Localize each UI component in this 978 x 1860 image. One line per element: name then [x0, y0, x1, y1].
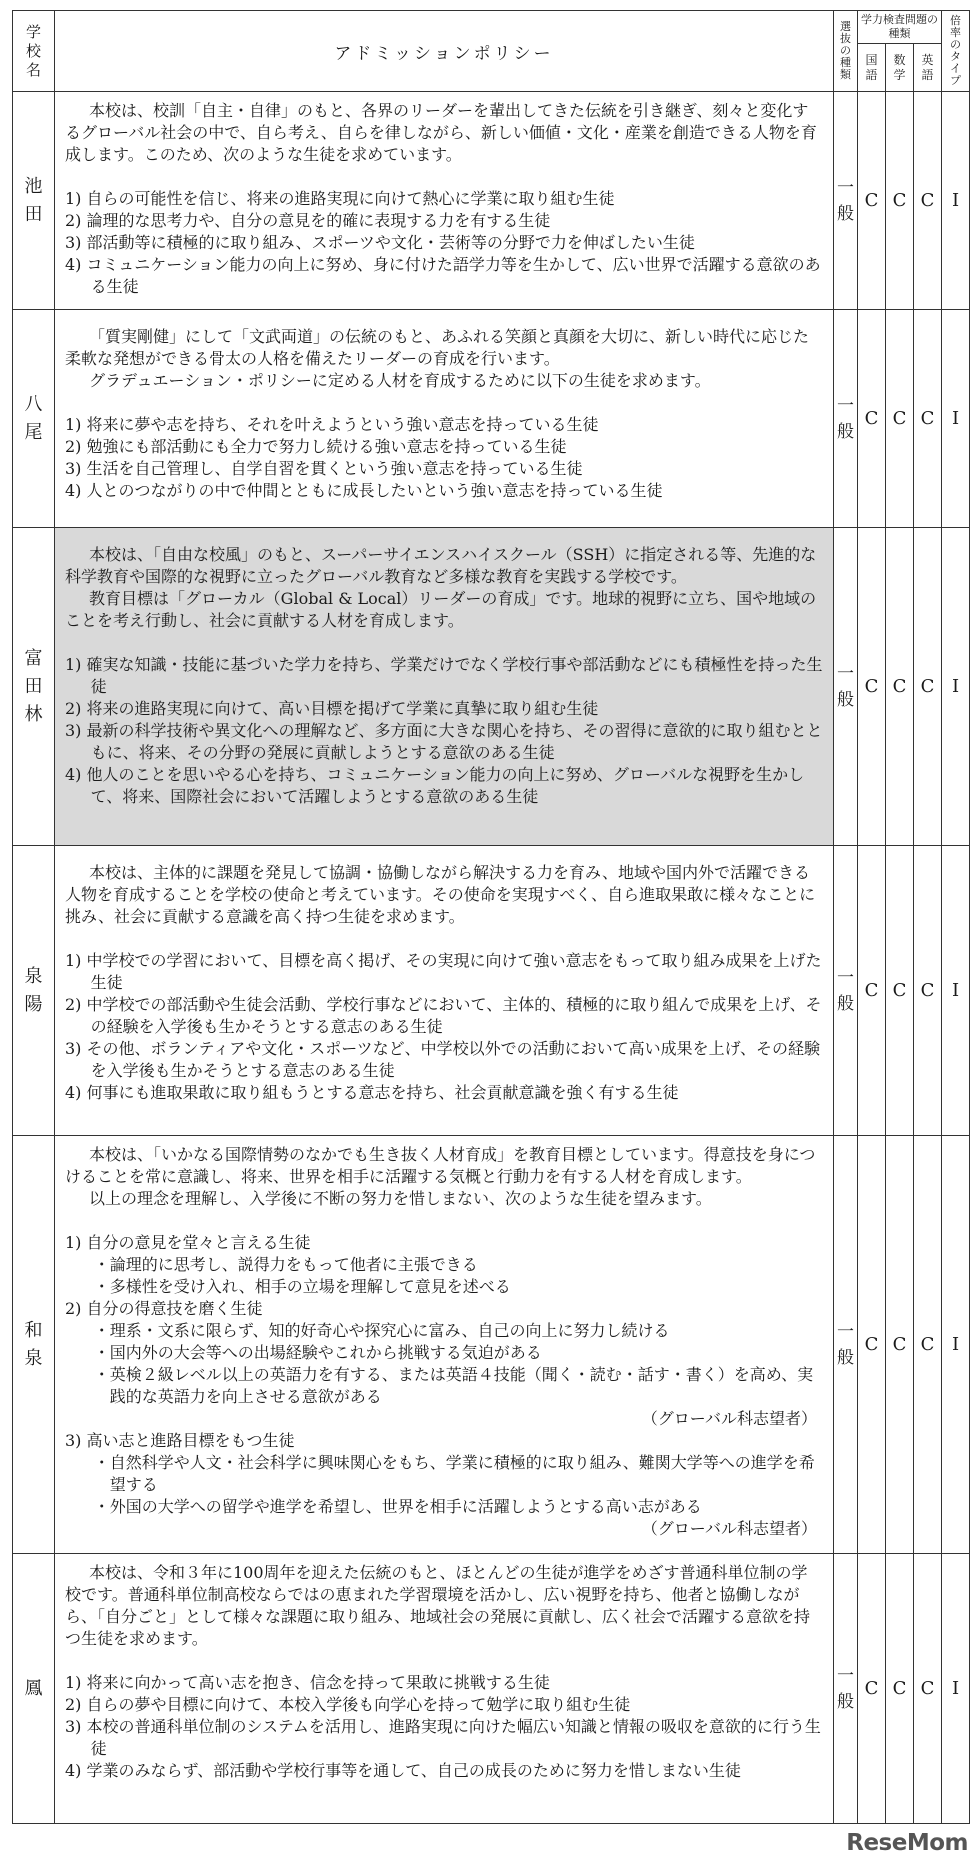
policy-item: 1) 将来に向かって高い志を抱き、信念を持って果敢に挑戦する生徒 — [65, 1673, 550, 1692]
policy-cell — [55, 310, 834, 528]
policy-group-title: 2) 自分の得意技を磨く生徒 — [65, 1299, 263, 1318]
policy-intro: 本校は、主体的に課題を発見して協調・協働しながら解決する力を育み、地域や国内外で活躍できる人物を育成することを学校の使命と考えています。その使命を実現すべく、自ら進取果敢に様々なことに挑み、社会に貢献する意識を高く持つ生徒を求めます。 — [65, 863, 816, 926]
school-column-label: 学校名 — [25, 22, 41, 79]
subject-label: 国語 — [865, 52, 878, 82]
policy-item: 2) 中学校での部活動や生徒会活動、学校行事などにおいて、主体的、積極的に取り組んで成果を上げ、その経験を入学後も生かそうとする意志のある生徒 — [65, 995, 822, 1036]
school-name-text: 富田林 — [24, 647, 43, 725]
grade-math: C — [885, 1554, 913, 1824]
ratio-type-label: 倍率のタイプ — [950, 14, 961, 87]
subject-label: 英語 — [921, 52, 934, 82]
policy-item: 1) 将来に夢や志を持ち、それを叶えようという強い意志を持っている生徒 — [65, 415, 599, 434]
school-name-text: 和泉 — [24, 1319, 43, 1369]
policy-item: 3) 最新の科学技術や異文化への理解など、多方面に大きな関心を持ち、その習得に意欲的に取り組むとともに、将来、その分野の発展に貢献しようとする意欲のある生徒 — [65, 721, 823, 762]
policy-note: （グローバル科志望者） — [641, 1519, 817, 1538]
policy-intro: 本校は、「いかなる国際情勢のなかでも生き抜く人材育成」を教育目標としています。得意技を身につけることを常に意識し、将来、世界を相手に活躍する気概と行動力を有する人材を育成します。 — [65, 1145, 816, 1186]
school-name — [13, 310, 55, 528]
grade-english: C — [913, 92, 941, 310]
subject-label: 数学 — [893, 52, 906, 82]
ratio-type: I — [942, 1554, 970, 1824]
selection-type — [833, 846, 857, 1136]
school-name — [13, 528, 55, 846]
policy-cell — [55, 528, 834, 846]
grade-japanese: C — [857, 92, 885, 310]
policy-intro: 本校は、令和３年に100周年を迎えた伝統のもと、ほとんどの生徒が進学をめざす普通科単位制の学校です。普通科単位制高校ならではの恵まれた学習環境を活かし、広い視野を持ち、他者と協働しながら、「自分ごと」として様々な課題に取り組み、地域社会の発展に貢献し、広く社会で活躍する意欲を持つ生徒を求めます。 — [65, 1563, 810, 1648]
selection-column-header — [833, 11, 857, 92]
school-name-text: 池田 — [24, 175, 43, 225]
school-name — [13, 1554, 55, 1824]
policy-group-title: 3) 高い志と進路目標をもつ生徒 — [65, 1431, 295, 1450]
policy-bullet: ・多様性を受け入れ、相手の立場を理解して意見を述べる — [93, 1277, 511, 1296]
selection-type — [833, 310, 857, 528]
school-row-ikeda — [13, 92, 970, 310]
policy-item: 3) 生活を自己管理し、自学自習を貫くという強い意志を持っている生徒 — [65, 459, 583, 478]
school-row-otori — [13, 1554, 970, 1824]
policy-intro: 以上の理念を理解し、入学後に不断の努力を惜しまない、次のような生徒を望みます。 — [89, 1189, 712, 1208]
school-name — [13, 846, 55, 1136]
policy-item: 1) 確実な知識・技能に基づいた学力を持ち、学業だけでなく学校行事や部活動などにも積極性を持った生徒 — [65, 655, 823, 696]
resemom-logo: ReseMom — [846, 1830, 968, 1856]
school-name-text: 鳳 — [24, 1677, 43, 1699]
policy-item: 2) 自らの夢や目標に向けて、本校入学後も向学心を持って勉学に取り組む生徒 — [65, 1695, 631, 1714]
policy-item: 2) 勉強にも部活動にも全力で努力し続ける強い意志を持っている生徒 — [65, 437, 567, 456]
selection-type-text: 一般 — [836, 663, 854, 710]
policy-intro: 本校は、校訓「自主・自律」のもと、各界のリーダーを輩出してきた伝統を引き継ぎ、刻々と変化するグローバル社会の中で、自ら考え、自らを律しながら、新しい価値・文化・産業を創造できる人物を育成します。このため、次のような生徒を求めています。 — [65, 101, 817, 164]
grade-japanese: C — [857, 528, 885, 846]
policy-cell — [55, 846, 834, 1136]
selection-type — [833, 92, 857, 310]
policy-group-title: 1) 自分の意見を堂々と言える生徒 — [65, 1233, 311, 1252]
school-row-yao — [13, 310, 970, 528]
policy-cell — [55, 92, 834, 310]
policy-bullet: ・外国の大学への留学や進学を希望し、世界を相手に活躍しようとする高い志がある — [93, 1497, 702, 1516]
grade-math: C — [885, 846, 913, 1136]
policy-item: 1) 自らの可能性を信じ、将来の進路実現に向けて熱心に学業に取り組む生徒 — [65, 189, 615, 208]
school-name-text: 泉陽 — [24, 965, 43, 1015]
selection-type-text: 一般 — [836, 395, 854, 442]
ratio-type: I — [942, 310, 970, 528]
policy-cell — [55, 1554, 834, 1824]
ratio-type-column-header — [942, 11, 970, 92]
selection-type — [833, 1554, 857, 1824]
school-row-izumi — [13, 1136, 970, 1554]
ratio-type: I — [942, 1136, 970, 1554]
selection-type-text: 一般 — [836, 177, 854, 224]
grade-english: C — [913, 1136, 941, 1554]
policy-intro: 教育目標は「グローカル（Global & Local）リーダーの育成」です。地球的視野に立ち、国や地域のことを考え行動し、社会に貢献する人材を育成します。 — [65, 589, 817, 630]
policy-note: （グローバル科志望者） — [641, 1409, 817, 1428]
policy-intro: 本校は、「自由な校風」のもと、スーパーサイエンスハイスクール（SSH）に指定される等、先進的な科学教育や国際的な視野に立ったグローバル教育など多様な教育を実践する学校です。 — [65, 545, 817, 586]
school-name — [13, 1136, 55, 1554]
subject-header-english — [913, 44, 941, 92]
policy-item: 2) 将来の進路実現に向けて、高い目標を掲げて学業に真摯に取り組む生徒 — [65, 699, 599, 718]
policy-item: 2) 論理的な思考力や、自分の意見を的確に表現する力を有する生徒 — [65, 211, 551, 230]
school-row-senyo — [13, 846, 970, 1136]
ratio-type: I — [942, 528, 970, 846]
ratio-type: I — [942, 846, 970, 1136]
grade-math: C — [885, 310, 913, 528]
policy-intro: グラデュエーション・ポリシーに定める人材を育成するために以下の生徒を求めます。 — [89, 371, 711, 390]
policy-item: 1) 中学校での学習において、目標を高く掲げ、その実現に向けて強い意志をもって取り組み成果を上げた生徒 — [65, 951, 822, 992]
selection-column-label: 選抜の種類 — [839, 20, 851, 81]
grade-english: C — [913, 1554, 941, 1824]
selection-type — [833, 528, 857, 846]
selection-type — [833, 1136, 857, 1554]
ratio-type: I — [942, 92, 970, 310]
policy-bullet: ・英検２級レベル以上の英語力を有する、または英語４技能（聞く・読む・話す・書く）を高め、実践的な英語力を向上させる意欲がある — [93, 1365, 814, 1406]
exam-type-group-header: 学力検査問題の種類 — [857, 11, 941, 44]
header-row — [13, 11, 970, 44]
policy-bullet: ・自然科学や人文・社会科学に興味関心をもち、学業に積極的に取り組み、難関大学等への進学を希望する — [93, 1453, 815, 1494]
school-name-text: 八尾 — [24, 393, 43, 443]
grade-math: C — [885, 528, 913, 846]
policy-item: 3) 本校の普通科単位制のシステムを活用し、進路実現に向けた幅広い知識と情報の吸収を意欲的に行う生徒 — [65, 1717, 821, 1758]
school-column-header — [13, 11, 55, 92]
policy-column-header: アドミッションポリシー — [55, 11, 834, 92]
policy-item: 4) 人とのつながりの中で仲間とともに成長したいという強い意志を持っている生徒 — [65, 481, 663, 500]
policy-item: 3) その他、ボランティアや文化・スポーツなど、中学校以外での活動において高い成果を上げ、その経験を入学後も生かそうとする意志のある生徒 — [65, 1039, 820, 1080]
grade-japanese: C — [857, 846, 885, 1136]
grade-math: C — [885, 1136, 913, 1554]
policy-bullet: ・国内外の大会等への出場経験やこれから挑戦する気迫がある — [93, 1343, 542, 1362]
grade-math: C — [885, 92, 913, 310]
grade-japanese: C — [857, 1554, 885, 1824]
policy-cell — [55, 1136, 834, 1554]
policy-intro: 「質実剛健」にして「文武両道」の伝統のもと、あふれる笑顔と真顔を大切に、新しい時代に応じた柔軟な発想ができる骨太の人格を備えたリーダーの育成を行います。 — [65, 327, 810, 368]
policy-bullet: ・理系・文系に限らず、知的好奇心や探究心に富み、自己の向上に努力し続ける — [93, 1321, 670, 1340]
policy-item: 4) コミュニケーション能力の向上に努め、身に付けた語学力等を生かして、広い世界で活躍する意欲のある生徒 — [65, 255, 821, 296]
policy-item: 4) 他人のことを思いやる心を持ち、コミュニケーション能力の向上に努め、グローバルな視野を生かして、将来、国際社会において活躍しようとする意欲のある生徒 — [65, 765, 805, 806]
policy-item: 4) 何事にも進取果敢に取り組もうとする意志を持ち、社会貢献意識を強く有する生徒 — [65, 1083, 679, 1102]
policy-item: 4) 学業のみならず、部活動や学校行事等を通して、自己の成長のために努力を惜しまない生徒 — [65, 1761, 741, 1780]
selection-type-text: 一般 — [836, 967, 854, 1014]
policy-bullet: ・論理的に思考し、説得力をもって他者に主張できる — [93, 1255, 478, 1274]
school-name — [13, 92, 55, 310]
admission-policy-table — [12, 10, 970, 1824]
policy-item: 3) 部活動等に積極的に取り組み、スポーツや文化・芸術等の分野で力を伸ばしたい生徒 — [65, 233, 695, 252]
grade-japanese: C — [857, 1136, 885, 1554]
grade-english: C — [913, 846, 941, 1136]
grade-japanese: C — [857, 310, 885, 528]
subject-header-math — [885, 44, 913, 92]
selection-type-text: 一般 — [836, 1321, 854, 1368]
school-row-tondabayashi — [13, 528, 970, 846]
selection-type-text: 一般 — [836, 1665, 854, 1712]
grade-english: C — [913, 310, 941, 528]
grade-english: C — [913, 528, 941, 846]
subject-header-japanese — [857, 44, 885, 92]
